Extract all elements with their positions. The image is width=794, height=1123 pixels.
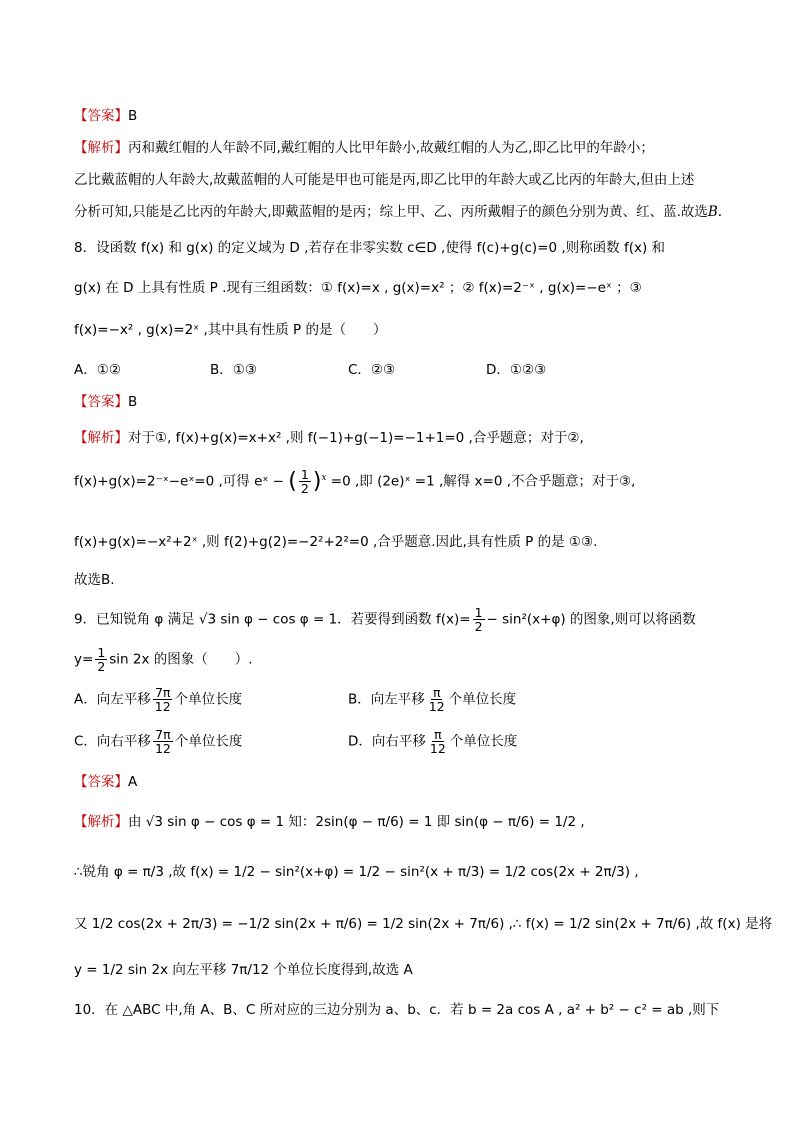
q8-answer: 【答案】B: [74, 394, 138, 410]
q9-option-b: B．向左平移 $\frac{\pi}{12}$ 个单位长度: [348, 685, 517, 715]
q7-analysis-line-2: 乙比戴蓝帽的人年龄大,故戴蓝帽的人可能是甲也可能是丙,即乙比甲的年龄大或乙比丙的年龄大,但由上述: [74, 172, 695, 188]
q8-analysis-line-4: 故选B.: [74, 572, 115, 588]
q8-stem-line-3: f(x)=−x² , g(x)=2ˣ ,其中具有性质 P 的是（ ）: [74, 322, 387, 338]
fraction: $\frac{1}{2}$: [474, 605, 483, 635]
q8-option-c: C．②③: [348, 362, 396, 378]
fraction: $\frac{1}{2}$: [97, 645, 106, 675]
q8-option-d: D．①②③: [486, 362, 547, 378]
q8-option-b: B．①③: [210, 362, 257, 378]
q9-stem-line-1: 9．已知锐角 φ 满足 √3 sin φ − cos φ = 1．若要得到函数 f(x)= $\frac{1}{2}$ − sin²(x+φ) 的图象,则可以将函数: [74, 605, 696, 635]
fraction: $\frac{1}{2}$: [300, 467, 309, 497]
analysis-label: 【解析】: [74, 140, 128, 156]
answer-value: B: [128, 108, 138, 124]
q9-option-a: A．向左平移 $\frac{7\pi}{12}$ 个单位长度: [74, 685, 243, 715]
q7-answer: [74, 104, 734, 124]
q8-analysis-line-1: 【解析】对于①, f(x)+g(x)=x+x² ,则 f(−1)+g(−1)=−1+1=0 ,合乎题意；对于②,: [74, 430, 584, 446]
q8-analysis-line-2: f(x)+g(x)=2⁻ˣ−eˣ=0 ,可得 eˣ − ( $\frac{1}{2}$ )$^x$ =0 ,即 (2e)ˣ =1 ,解得 x=0 ,不合乎题意；对于③,: [74, 467, 636, 497]
q8-stem-line-1: 8．设函数 f(x) 和 g(x) 的定义域为 D ,若存在非零实数 c∈D ,使得 f(c)+g(c)=0 ,则称函数 f(x) 和: [74, 240, 666, 256]
q8-stem-line-2: g(x) 在 D 上具有性质 P .现有三组函数：① f(x)=x , g(x)=x² ；② f(x)=2⁻ˣ , g(x)=−eˣ ；③: [74, 280, 642, 296]
q9-option-c: C．向右平移 $\frac{7\pi}{12}$ 个单位长度: [74, 727, 243, 757]
q7-analysis-line-1: [74, 136, 734, 156]
q9-analysis-line-4: y = 1/2 sin 2x 向左平移 7π/12 个单位长度得到,故选 A: [74, 962, 413, 978]
q9-answer: 【答案】A: [74, 774, 138, 790]
q10-stem-line-1: 10．在 △ABC 中,角 A、B、C 所对应的三边分别为 a、b、c．若 b = 2a cos A , a² + b² − c² = ab ,则下: [74, 1002, 720, 1018]
q9-option-d: D．向右平移 $\frac{\pi}{12}$ 个单位长度: [348, 727, 518, 757]
answer-label: 【答案】: [74, 108, 128, 124]
analysis-text: 丙和戴红帽的人年龄不同,戴红帽的人比甲年龄小,故戴红帽的人为乙,即乙比甲的年龄小；: [128, 140, 654, 156]
q7-analysis-line-3: 分析可知,只能是乙比丙的年龄大,即戴蓝帽的是丙；综上甲、乙、丙所戴帽子的颜色分别为黄、红、蓝.故选B.: [74, 204, 723, 220]
q9-analysis-line-3: 又 1/2 cos(2x + 2π/3) = −1/2 sin(2x + π/6) = 1/2 sin(2x + 7π/6) ,∴ f(x) = 1/2 sin(2x + 7π/6) ,故 f(x) 是将: [74, 916, 773, 932]
q8-analysis-line-3: f(x)+g(x)=−x²+2ˣ ,则 f(2)+g(2)=−2²+2²=0 ,合乎题意.因此,具有性质 P 的是 ①③.: [74, 534, 598, 550]
q9-stem-line-2: y= $\frac{1}{2}$ sin 2x 的图象（ ）.: [74, 645, 253, 675]
q8-option-a: A．①②: [74, 362, 121, 378]
q9-analysis-line-1: 【解析】由 √3 sin φ − cos φ = 1 知：2sin(φ − π/6) = 1 即 sin(φ − π/6) = 1/2 ,: [74, 814, 585, 830]
q9-analysis-line-2: ∴锐角 φ = π/3 ,故 f(x) = 1/2 − sin²(x+φ) = 1/2 − sin²(x + π/3) = 1/2 cos(2x + 2π/3) ,: [74, 864, 639, 880]
